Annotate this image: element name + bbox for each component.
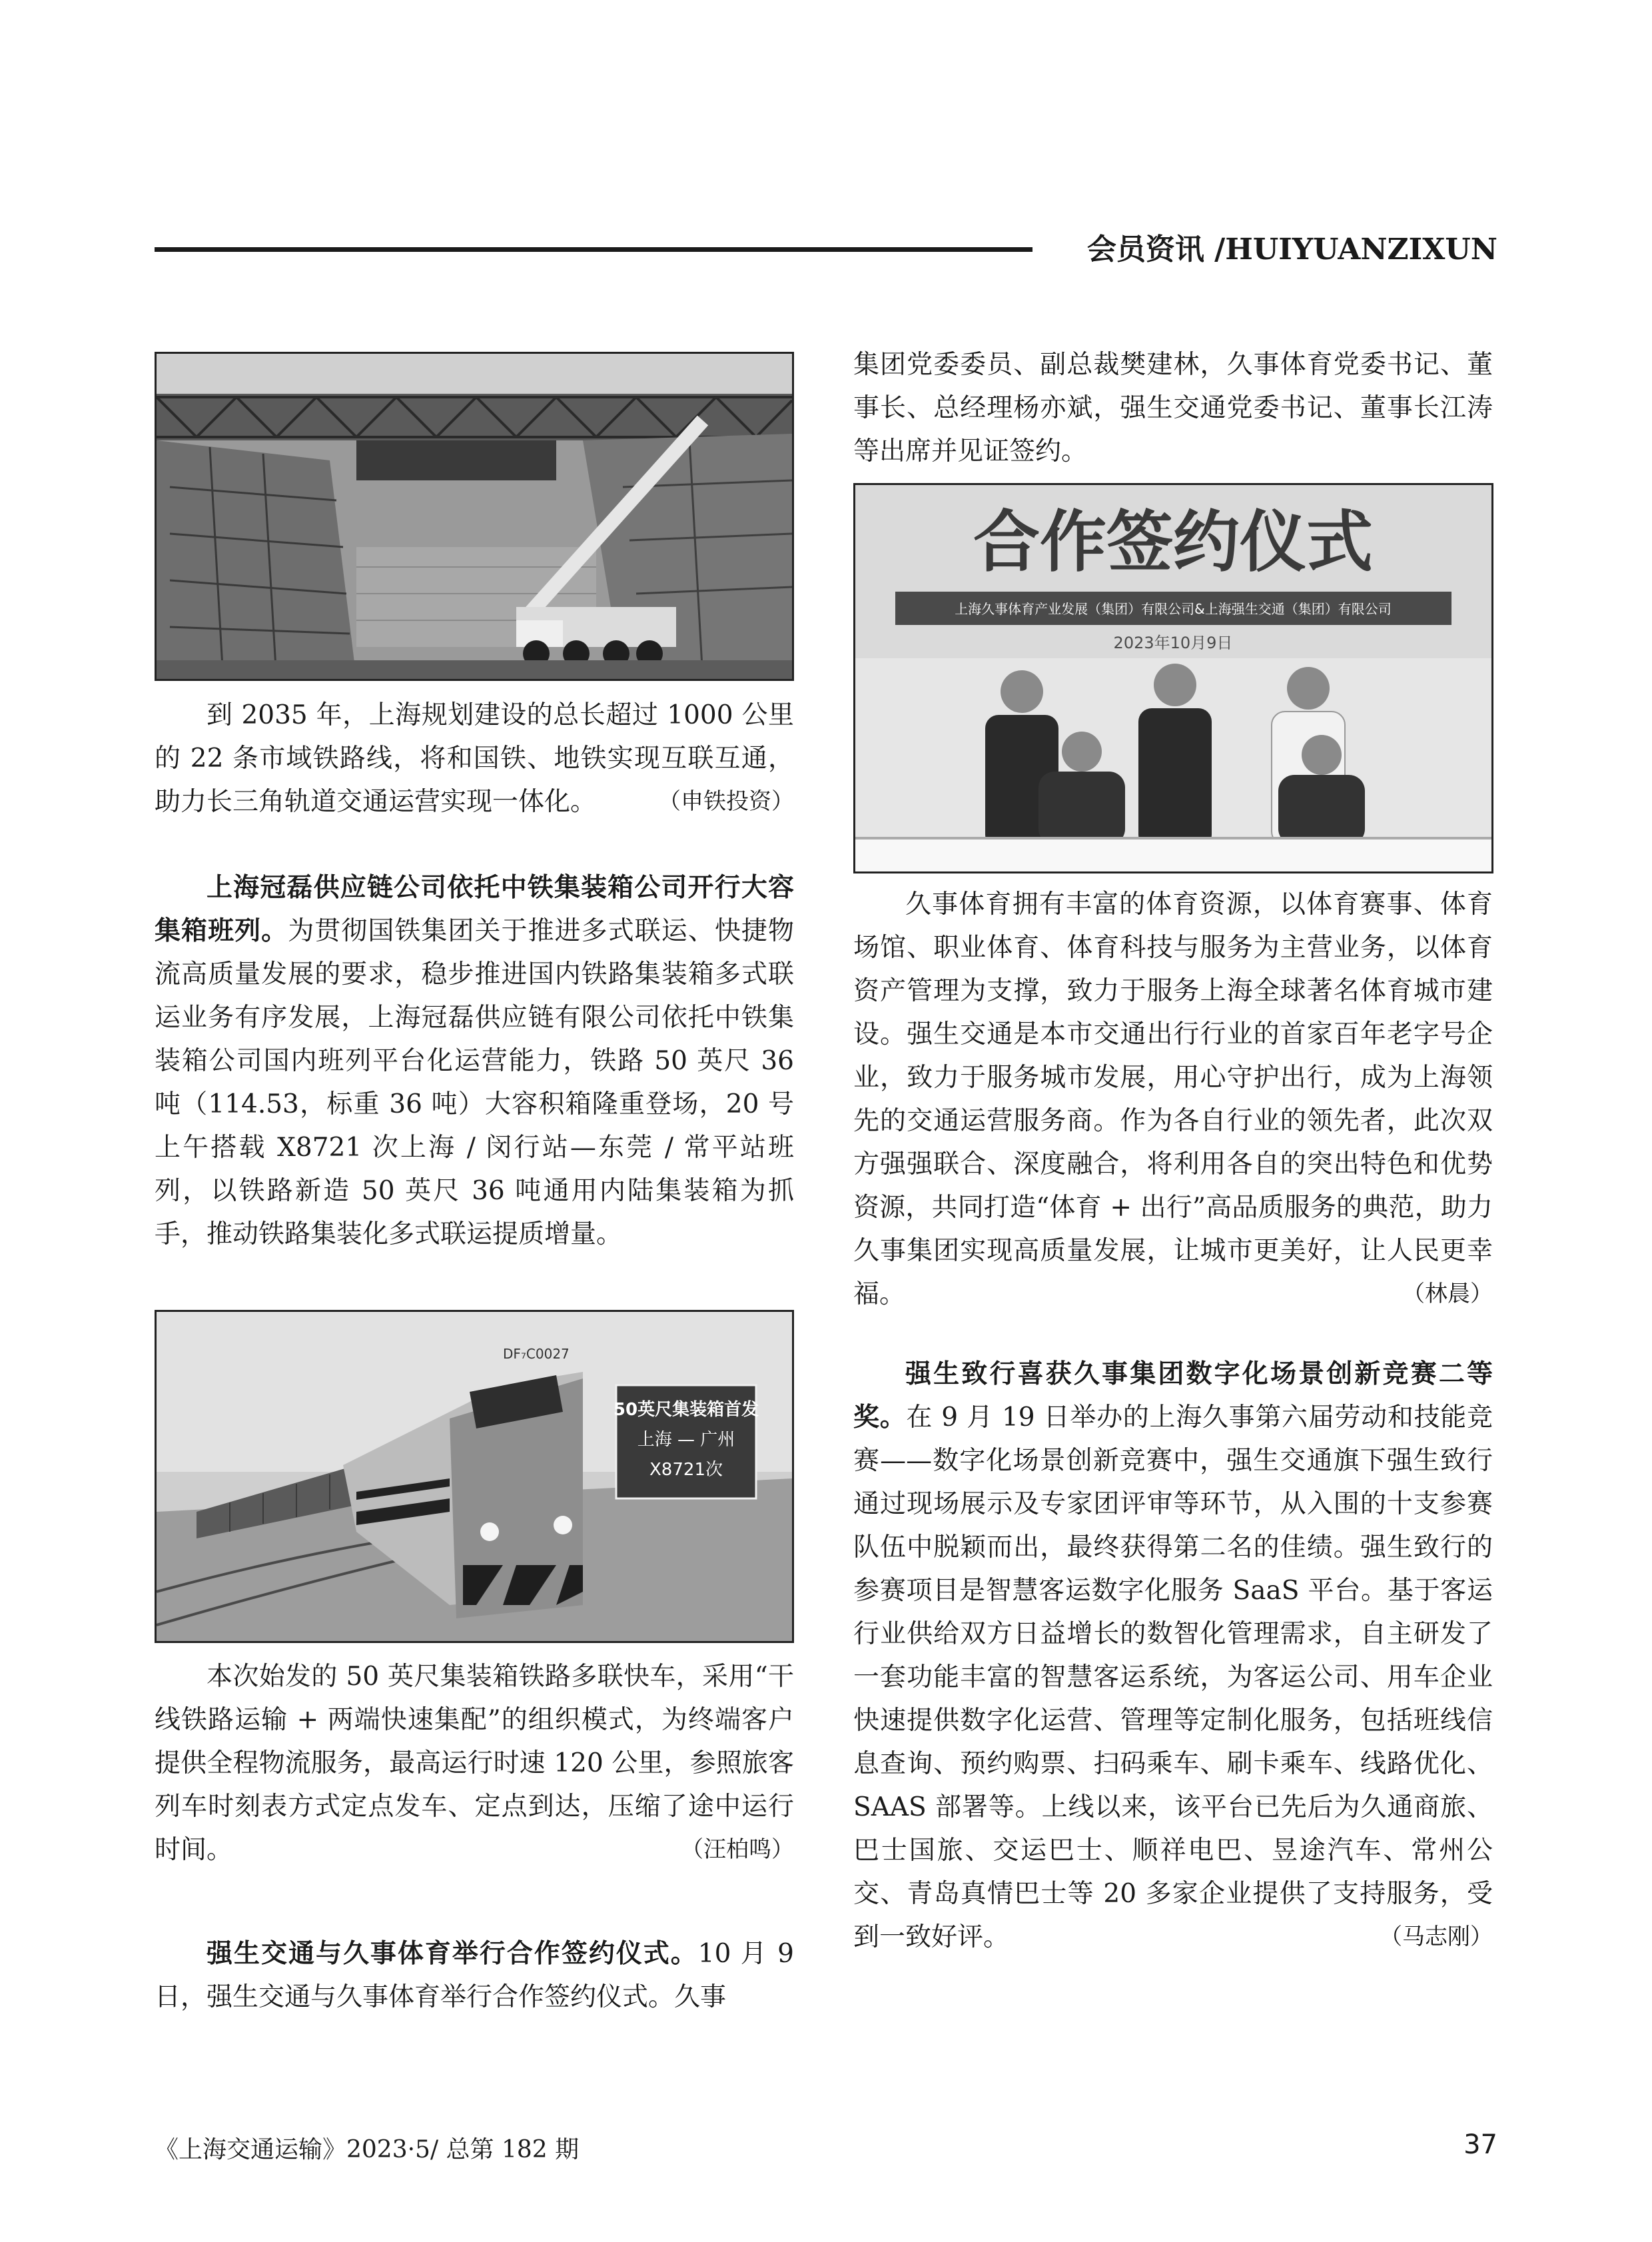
sign-line-2: 上海 — 广州: [637, 1430, 735, 1450]
right-para-1: 集团党委委员、副总裁樊建林，久事体育党委书记、董事长、总经理杨亦斌，强生交通党委书记、董事长江涛等出席并见证签约。: [853, 350, 1493, 466]
source-credit: （汪柏鸣）: [681, 1836, 794, 1863]
left-para-3: 本次始发的 50 英尺集装箱铁路多联快车，采用“干线铁路运输 + 两端快速集配”的组织模式，为终端客户提供全程物流服务，最高运行时速 120 公里，参照旅客列车时刻表方式定点发车、定点到达，压缩了途中运行时间。 （汪柏鸣）: [155, 1655, 794, 1872]
source-credit: （马志刚）: [1380, 1924, 1493, 1950]
journal-info: 《上海交通运输》2023·5/ 总第 182 期: [155, 2136, 580, 2163]
left-para-1: 到 2035 年，上海规划建设的总长超过 1000 公里的 22 条市域铁路线，将和国铁、地铁实现互联互通，助力长三角轨道交通运营实现一体化。 （申铁投资）: [155, 694, 794, 824]
ceremony-date: 2023年10月9日: [1113, 634, 1233, 652]
source-credit: （申铁投资）: [658, 788, 794, 815]
sign-line-3: X8721次: [649, 1460, 723, 1480]
source-credit: （林晨）: [1402, 1281, 1493, 1307]
sign-line-1: 50英尺集装箱首发: [613, 1400, 759, 1420]
right-news: 强生致行喜获久事集团数字化场景创新竞赛二等奖。在 9 月 19 日举办的上海久事第六届劳动和技能竞赛——数字化场景创新竞赛中，强生交通旗下强生致行通过现场展示及专家团评审等环节，从入围的十支参赛队伍中脱颖而出，最终获得第二名的佳绩。强生致行的参赛项目是智慧客运数字化服务 SaaS 平台。基于客运行业供给双方日益增长的数智化管理需求，自主研发了一套功能丰富的智慧客运系统，为客运公司、用车企业快速提供数字化运营、管理等定制化服务，包括班线信息查询、预约购票、扫码乘车、刷卡乘车、线路优化、SAAS 部署等。上线以来，该平台已先后为久通商旅、巴士国旅、交运巴士、顺祥电巴、昱途汽车、常州公交、青岛真情巴士等 20 多家企业提供了支持服务，受到一致好评。 （马志刚）: [853, 1353, 1493, 1959]
ceremony-title: 合作签约仪式: [973, 502, 1373, 581]
page-number: 37: [1463, 2129, 1497, 2160]
left-news-2: 上海冠磊供应链公司依托中铁集装箱公司开行大容集箱班列。为贯彻国铁集团关于推进多式联运、快捷物流高质量发展的要求，稳步推进国内铁路集装箱多式联运业务有序发展，上海冠磊供应链有限公司依托中铁集装箱公司国内班列平台化运营能力，铁路 50 英尺 36 吨（114.53，标重 36 吨）大容积箱隆重登场，20 号上午搭载 X8721 次上海 / 闵行站—东莞 / 常平站班列，以铁路新造 50 英尺 36 吨通用内陆集装箱为抓手，推动铁路集装化多式联运提质增量。: [155, 873, 794, 1249]
section-title: 会员资讯 /HUIYUANZIXUN: [1086, 233, 1497, 267]
news-headline: 上海冠磊供应链公司依托中铁集装箱公司开行大容集箱班列。: [155, 873, 794, 946]
right-para-2: 久事体育拥有丰富的体育资源，以体育赛事、体育场馆、职业体育、体育科技与服务为主营业务，以体育资产管理为支撑，致力于服务上海全球著名体育城市建设。强生交通是本市交通出行行业的首家百年老字号企业，致力于服务城市发展，用心守护出行，成为上海领先的交通运营服务商。作为各自行业的领先者，此次双方强强联合、深度融合，将利用各自的突出特色和优势资源，共同打造“体育 + 出行”高品质服务的典范，助力久事集团实现高质量发展，让城市更美好，让人民更幸福。 （林晨）: [853, 883, 1493, 1316]
news-headline: 强生致行喜获久事集团数字化场景创新竞赛二等奖。: [853, 1359, 1493, 1432]
header-rule: [155, 247, 1032, 252]
ceremony-subtitle: 上海久事体育产业发展（集团）有限公司&上海强生交通（集团）有限公司: [955, 601, 1392, 617]
loco-number: DF₇C0027: [503, 1346, 570, 1362]
train-photo: [155, 1310, 794, 1643]
news-headline: 强生交通与久事体育举行合作签约仪式。: [206, 1939, 698, 1969]
left-news-4: 强生交通与久事体育举行合作签约仪式。10 月 9 日，强生交通与久事体育举行合作签约仪式。久事: [155, 1939, 794, 2012]
construction-photo: [155, 352, 794, 681]
signing-ceremony-photo: [853, 483, 1493, 873]
